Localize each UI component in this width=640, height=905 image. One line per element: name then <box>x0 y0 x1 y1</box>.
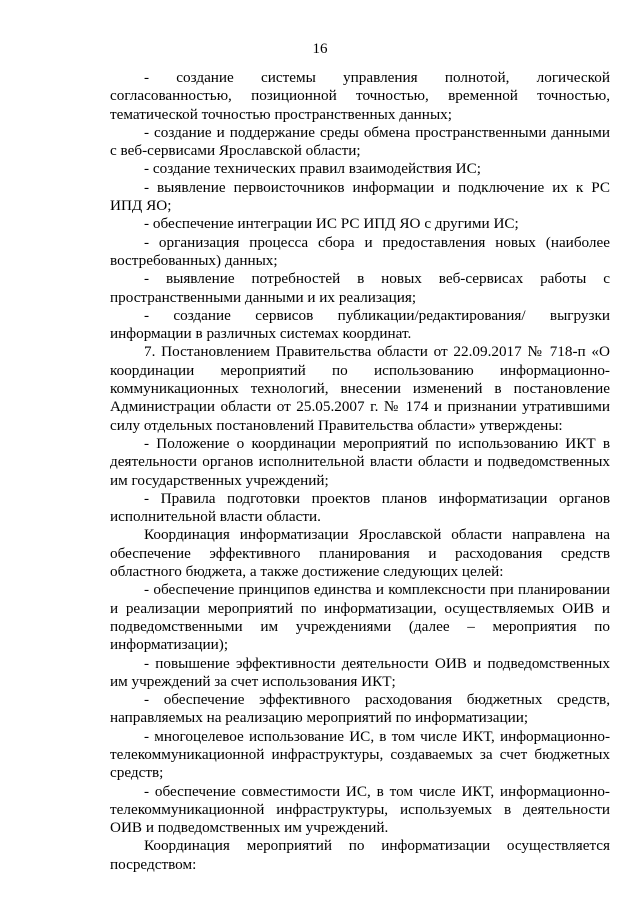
paragraph-list-item: - выявление первоисточников информации и подключение их к РС ИПД ЯО; <box>110 178 610 215</box>
paragraph-list-item: - обеспечение совместимости ИС, в том числе ИКТ, информационно-телекоммуникационной инфраструктуры, используемых в деятельности ОИВ и подведомственных им учреждений. <box>110 782 610 837</box>
document-body <box>110 69 610 874</box>
paragraph-list-item: - многоцелевое использование ИС, в том числе ИКТ, информационно-телекоммуникационной инфраструктуры, создаваемых за счет бюджетных средств; <box>110 727 610 782</box>
paragraph-list-item: - Правила подготовки проектов планов информатизации органов исполнительной власти области. <box>110 489 610 526</box>
paragraph-body: Координация информатизации Ярославской области направлена на обеспечение эффективного планирования и расходования средств областного бюджета, а также достижение следующих целей: <box>110 526 610 581</box>
paragraph-list-item: - обеспечение принципов единства и комплексности при планировании и реализации мероприятий по информатизации, осуществляемых ОИВ и подведомственными им учреждениями (далее – мероприятия по информатизации); <box>110 581 610 654</box>
paragraph-numbered-item: 7. Постановлением Правительства области от 22.09.2017 № 718-п «О координации мероприятий по использованию информационно-коммуникационных технологий, внесении изменений в постановление Администрации области от 25.05.2007 г. № 174 и признании утратившими силу отдельных постановлений Правительства области» утверждены: <box>110 343 610 434</box>
paragraph-list-item: - создание сервисов публикации/редактирования/ выгрузки информации в различных системах координат. <box>110 306 610 343</box>
paragraph-list-item: - обеспечение интеграции ИС РС ИПД ЯО с другими ИС; <box>144 215 519 233</box>
paragraph-list-item: - создание и поддержание среды обмена пространственными данными с веб-сервисами Ярославской области; <box>110 123 610 160</box>
paragraph-list-item: - организация процесса сбора и предоставления новых (наиболее востребованных) данных; <box>110 233 610 269</box>
paragraph-list-item: - обеспечение эффективного расходования бюджетных средств, направляемых на реализацию мероприятий по информатизации; <box>110 691 610 727</box>
paragraph-list-item: - выявление потребностей в новых веб-сервисах работы с пространственными данными и их реализация; <box>110 270 610 306</box>
paragraph-list-item: - Положение о координации мероприятий по использованию ИКТ в деятельности органов исполнительной власти области и подведомственных им государственных учреждений; <box>110 434 610 489</box>
paragraph-list-item: - создание системы управления полнотой, логической согласованностью, позиционной точностью, временной точностью, тематической точностью пространственных данных; <box>110 69 610 123</box>
paragraph-list-item: - повышение эффективности деятельности ОИВ и подведомственных им учреждений за счет использования ИКТ; <box>110 654 610 690</box>
paragraph-body: Координация мероприятий по информатизации осуществляется посредством: <box>110 837 610 873</box>
page-number: 16 <box>312 41 328 57</box>
paragraph-list-item: - создание технических правил взаимодействия ИС; <box>144 160 481 178</box>
